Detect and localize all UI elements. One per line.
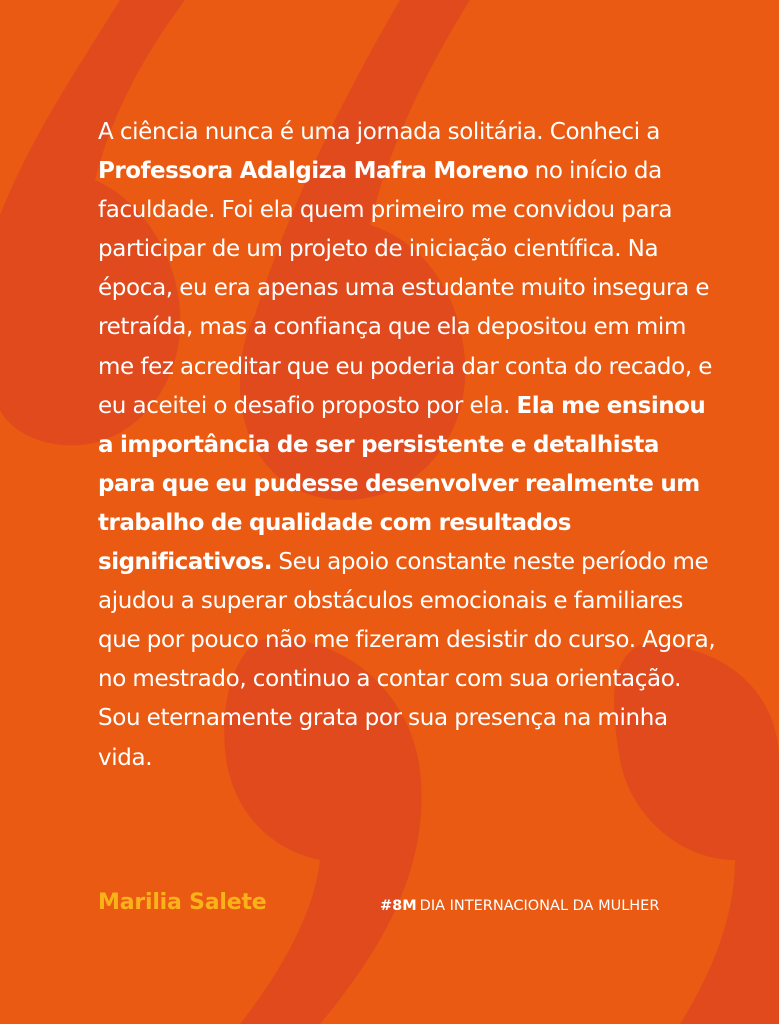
author-name: Marilia Salete — [98, 890, 267, 915]
quote-text — [98, 113, 718, 778]
quote-text-closing: Seu apoio constante neste período me ajudou a superar obstáculos emocionais e familiares que por pouco não me fizeram desistir do curso. Agora, no mestrado, continuo a contar com sua orientação. Sou eternamente grata por sua presença na minha vida. — [98, 549, 716, 771]
professor-name-highlight: Professora Adalgiza Mafra Moreno — [98, 158, 529, 185]
lesson-highlight: Ela me ensinou a importância de ser persistente e detalhista para que eu pudesse desenvolver realmente um trabalho de qualidade com resultados significativos. — [98, 392, 706, 576]
campaign-name: DIA INTERNACIONAL DA MULHER — [419, 898, 660, 914]
quote-text-intro: A ciência nunca é uma jornada solitária. Conheci a — [98, 119, 660, 145]
campaign-tagline — [380, 896, 659, 916]
quote-text-middle: no início da faculdade. Foi ela quem primeiro me convidou para participar de um projeto de iniciação científica. Na época, eu era apenas uma estudante muito insegura e retraída, mas a confiança que ela depositou em mim me fez acreditar que eu poderia dar conta do recado, e eu aceitei o desafio proposto por ela. — [98, 158, 713, 419]
campaign-hashtag: #8M — [380, 898, 417, 914]
